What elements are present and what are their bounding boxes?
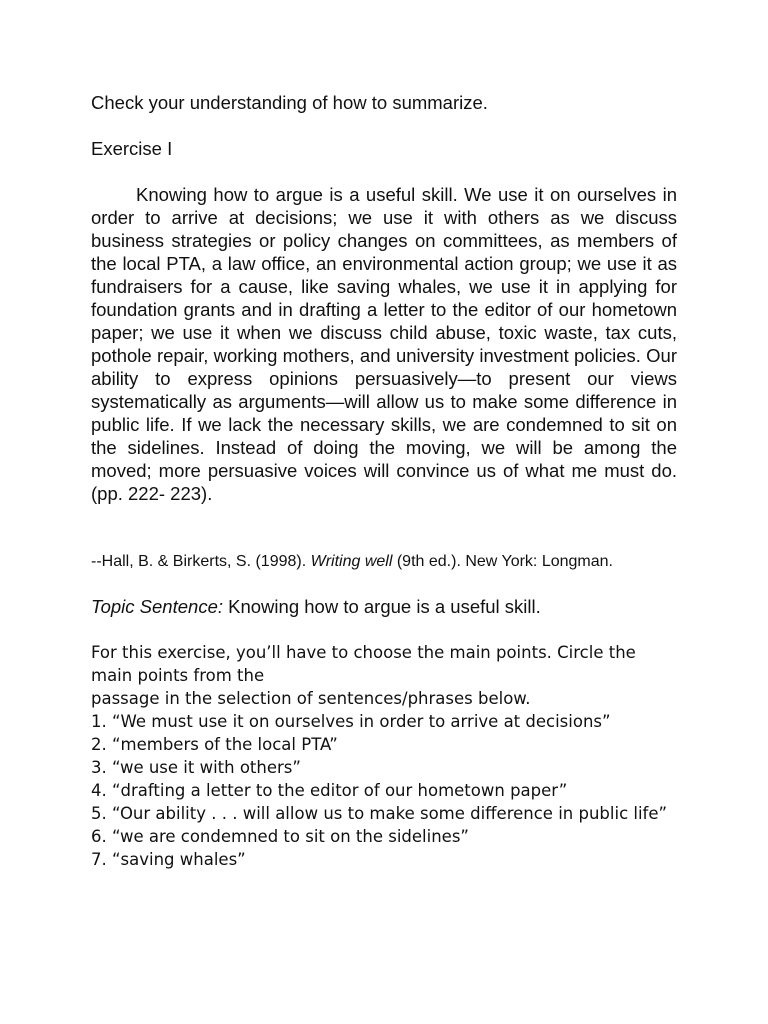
intro-line: Check your understanding of how to summarize. <box>91 92 488 113</box>
passage-paragraph: Knowing how to argue is a useful skill. We use it on ourselves in order to arrive at decisions; we use it with others as we discuss business strategies or policy changes on committees, as members of the local PTA, a law office, an environmental action group; we use it as fundraisers for a cause, like saving whales, we use it in applying for foundation grants and in drafting a letter to the editor of our hometown paper; we use it when we discuss child abuse, toxic waste, tax cuts, pothole repair, working mothers, and university investment policies. Our ability to express opinions persuasively—to present our views systematically as arguments—will allow us to make some difference in public life. If we lack the necessary skills, we are condemned to sit on the sidelines. Instead of doing the moving, we will be among the moved; more persuasive voices will convince us of what me must do. (pp. 222- 223). <box>91 184 677 504</box>
citation <box>91 552 613 572</box>
option-item: 4. “drafting a letter to the editor of our hometown paper” <box>91 781 568 800</box>
topic-sentence-label: Topic Sentence: <box>91 596 223 617</box>
option-item: 6. “we are condemned to sit on the sidelines” <box>91 827 469 846</box>
option-item: 7. “saving whales” <box>91 850 246 869</box>
topic-sentence-text: Knowing how to argue is a useful skill. <box>223 596 541 617</box>
instructions-line-2: passage in the selection of sentences/phrases below. <box>91 689 531 708</box>
option-item: 3. “we use it with others” <box>91 758 301 777</box>
exercise-instructions <box>91 641 677 871</box>
topic-sentence <box>91 595 541 618</box>
options-list <box>91 710 677 871</box>
instructions-line-1: For this exercise, you’ll have to choose the main points. Circle the main points from the <box>91 643 636 685</box>
citation-publisher: (9th ed.). New York: Longman. <box>392 553 613 570</box>
option-item: 2. “members of the local PTA” <box>91 735 338 754</box>
option-item: 5. “Our ability . . . will allow us to make some difference in public life” <box>91 804 668 823</box>
citation-title: Writing well <box>310 553 393 570</box>
exercise-heading: Exercise I <box>91 138 173 159</box>
citation-authors: --Hall, B. & Birkerts, S. (1998). <box>91 553 311 570</box>
option-item: 1. “We must use it on ourselves in order to arrive at decisions” <box>91 712 611 731</box>
